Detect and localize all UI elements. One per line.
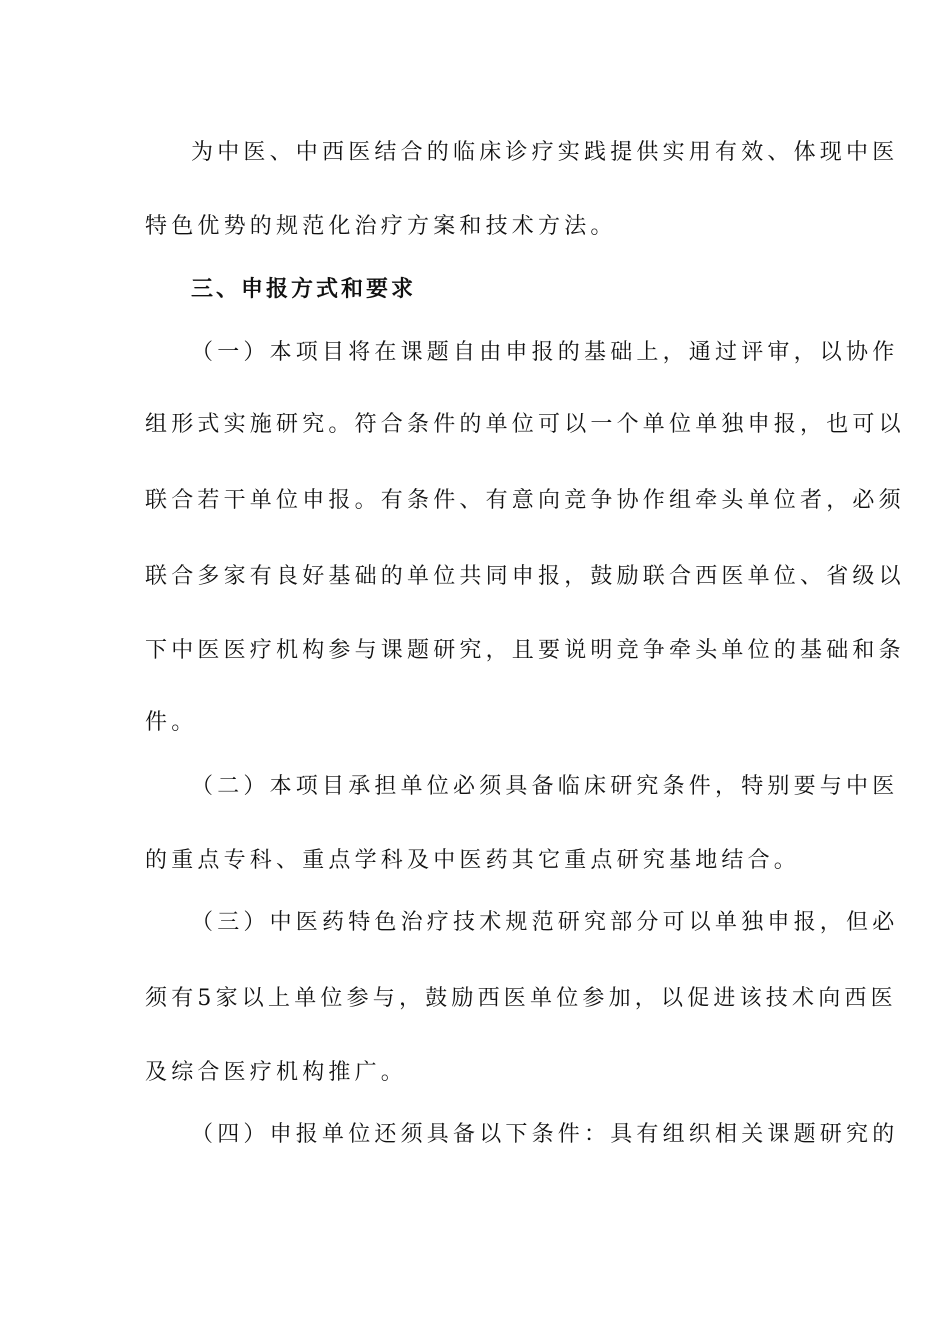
- paragraph-line: （三）中医药特色治疗技术规范研究部分可以单独申报，但必: [191, 910, 899, 935]
- paragraph-line: 为中医、中西医结合的临床诊疗实践提供实用有效、体现中医: [191, 140, 899, 165]
- paragraph-line: 联合多家有良好基础的单位共同申报，鼓励联合西医单位、省级以: [145, 564, 905, 589]
- paragraph-line: 联合若干单位申报。有条件、有意向竞争协作组牵头单位者，必须: [145, 488, 905, 513]
- paragraph-line: 须有5家以上单位参与，鼓励西医单位参加，以促进该技术向西医: [145, 986, 897, 1011]
- paragraph-line: （四）申报单位还须具备以下条件：具有组织相关课题研究的: [191, 1122, 899, 1147]
- paragraph-line: 件。: [145, 710, 198, 735]
- paragraph-line: （二）本项目承担单位必须具备临床研究条件，特别要与中医: [191, 774, 899, 799]
- section-heading: 三、申报方式和要求: [191, 276, 417, 302]
- paragraph-line: 下中医医疗机构参与课题研究，且要说明竞争牵头单位的基础和条: [145, 638, 905, 663]
- paragraph-line: 及综合医疗机构推广。: [145, 1060, 408, 1085]
- paragraph-line: 组形式实施研究。符合条件的单位可以一个单位单独申报，也可以: [145, 412, 905, 437]
- paragraph-line: 特色优势的规范化治疗方案和技术方法。: [145, 214, 617, 239]
- paragraph-line: （一）本项目将在课题自由申报的基础上，通过评审，以协作: [191, 340, 899, 365]
- paragraph-line: 的重点专科、重点学科及中医药其它重点研究基地结合。: [145, 848, 801, 873]
